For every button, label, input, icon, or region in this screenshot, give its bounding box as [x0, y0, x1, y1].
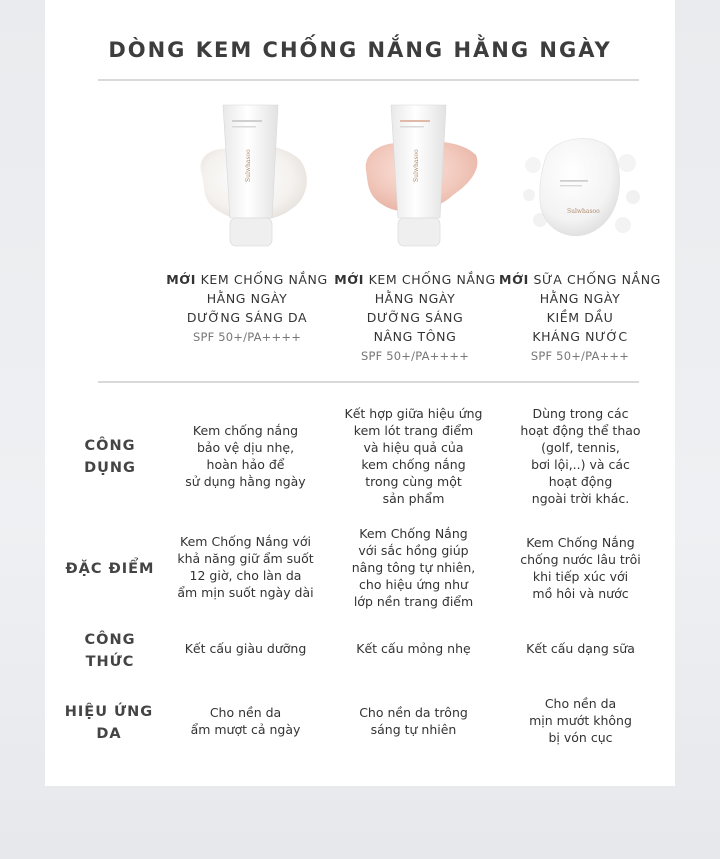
product-image-water-resistant-sun-milk [515, 125, 645, 250]
row-label-features [65, 558, 155, 580]
skin-effect-cell-1 [163, 704, 328, 738]
comparison-card [45, 0, 675, 786]
product-name-line: KEM CHỐNG NẮNG [200, 272, 328, 287]
usage-cell-3 [498, 405, 663, 507]
usage-cell-2 [331, 405, 496, 507]
product-name-line: NÂNG TÔNG [373, 329, 457, 344]
cell-line: với sắc hồng giúp [358, 543, 469, 558]
product-name-3 [495, 270, 665, 366]
cell-line: Cho nền da [209, 705, 282, 720]
cell-line: nâng tông tự nhiên, [351, 560, 476, 575]
svg-text:Sulwhasoo: Sulwhasoo [567, 208, 600, 215]
cell-line: Kem Chống Nắng [359, 526, 468, 541]
cell-line: Kết cấu dạng sữa [526, 641, 635, 656]
product-name-1 [162, 270, 332, 347]
cell-line: kem chống nắng [361, 457, 466, 472]
cell-line: mồ hôi và nước [532, 586, 629, 601]
row-label-usage [70, 435, 150, 479]
cell-line: Kết cấu giàu dưỡng [184, 641, 307, 656]
product-name-line: DƯỠNG SÁNG DA [186, 310, 308, 325]
cell-line: Kết cấu mỏng nhẹ [356, 641, 471, 656]
features-cell-2 [331, 525, 496, 610]
product-name-line: DƯỠNG SÁNG [366, 310, 464, 325]
product-name-line: KIỀM DẦU [546, 310, 614, 325]
spf-rating: SPF 50+/PA++++ [360, 349, 470, 363]
title-divider [98, 79, 639, 81]
svg-text:Sulwhasoo: Sulwhasoo [413, 149, 420, 182]
page-title: DÒNG KEM CHỐNG NẮNG HẰNG NGÀY [108, 38, 612, 62]
formula-cell-1 [163, 640, 328, 657]
row-label-line: DỤNG [84, 460, 136, 476]
cell-line: Dùng trong các [532, 406, 629, 421]
cell-line: cho hiệu ứng như [359, 577, 468, 592]
row-label-skin-effect [63, 701, 155, 745]
product-name-line: HẰNG NGÀY [374, 291, 456, 306]
skin-effect-cell-2 [331, 704, 496, 738]
new-label: MỚI [334, 272, 365, 287]
cell-line: khi tiếp xúc với [532, 569, 629, 584]
row-label-line: THỨC [85, 654, 135, 670]
features-cell-3 [498, 534, 663, 602]
cell-line: ẩm mịn suốt ngày dài [177, 585, 314, 600]
cell-line: mịn mướt không [529, 713, 632, 728]
table-divider [98, 381, 639, 383]
formula-cell-3 [498, 640, 663, 657]
spf-rating: SPF 50+/PA++++ [192, 330, 302, 344]
cell-line: 12 giờ, cho làn da [189, 568, 302, 583]
cell-line: sử dụng hằng ngày [185, 474, 306, 489]
new-label: MỚI [166, 272, 197, 287]
row-label-line: ĐẶC ĐIỂM [65, 561, 155, 577]
usage-cell-1 [163, 422, 328, 490]
product-name-2 [330, 270, 500, 366]
spf-rating: SPF 50+/PA+++ [530, 349, 630, 363]
cell-line: Cho nền da [544, 696, 617, 711]
features-cell-1 [163, 533, 328, 601]
product-name-line: KEM CHỐNG NẮNG [368, 272, 496, 287]
cell-line: bơi lội,..) và các [531, 457, 630, 472]
cell-line: hoàn hảo để [206, 457, 285, 472]
cell-line: Kem chống nắng [192, 423, 299, 438]
cell-line: sản phẩm [382, 491, 445, 506]
row-label-line: DA [96, 726, 122, 742]
cell-line: (golf, tennis, [541, 440, 620, 455]
cell-line: và hiệu quả của [363, 440, 464, 455]
product-image-tone-up-sunscreen [358, 100, 483, 250]
cell-line: bị vón cục [548, 730, 613, 745]
cell-line: sáng tự nhiên [370, 722, 457, 737]
cell-line: ẩm mượt cả ngày [190, 722, 301, 737]
cell-line: kem lót trang điểm [353, 423, 474, 438]
product-name-line: SỮA CHỐNG NẮNG [533, 272, 661, 287]
new-label: MỚI [499, 272, 529, 287]
cell-line: bảo vệ dịu nhẹ, [196, 440, 295, 455]
cell-line: ngoài trời khác. [531, 491, 630, 506]
svg-text:Sulwhasoo: Sulwhasoo [245, 149, 252, 182]
product-name-line: HẰNG NGÀY [539, 291, 621, 306]
row-label-line: HIỆU ỨNG [64, 704, 154, 720]
cell-line: Cho nền da trông [359, 705, 468, 720]
product-name-line: HẰNG NGÀY [206, 291, 288, 306]
cell-line: lớp nền trang điểm [353, 594, 474, 609]
formula-cell-2 [331, 640, 496, 657]
cell-line: Kết hợp giữa hiệu ứng [344, 406, 483, 421]
cell-line: trong cùng một [365, 474, 462, 489]
row-label-line: CÔNG [84, 438, 136, 454]
skin-effect-cell-3 [498, 695, 663, 746]
cell-line: chống nước lâu trôi [520, 552, 641, 567]
cell-line: hoạt động [548, 474, 613, 489]
product-name-line: KHÁNG NƯỚC [532, 329, 628, 344]
cell-line: hoạt động thể thao [520, 423, 641, 438]
cell-line: Kem Chống Nắng [526, 535, 635, 550]
cell-line: Kem Chống Nắng với [180, 534, 311, 549]
cell-line: khả năng giữ ẩm suốt [177, 551, 314, 566]
row-label-formula [70, 629, 150, 673]
row-label-line: CÔNG [84, 632, 136, 648]
product-image-brightening-sunscreen [190, 100, 315, 250]
